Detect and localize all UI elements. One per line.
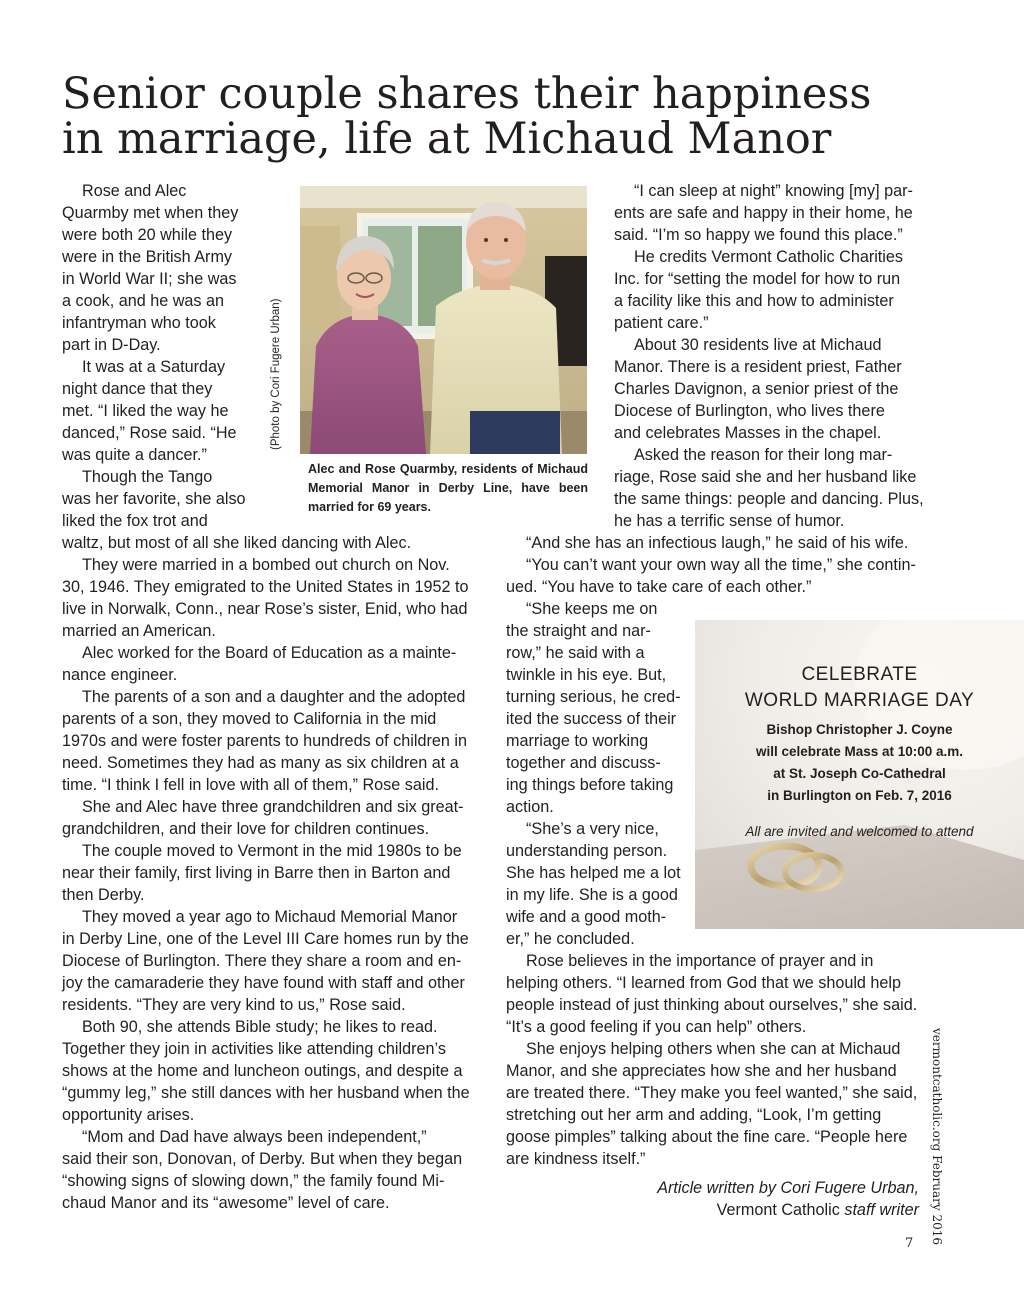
article-right-line: helping others. “I learned from God that we should help (506, 974, 902, 992)
article-left-line: infantryman who took (62, 314, 216, 332)
article-right-line: in my life. She is a good (506, 886, 678, 904)
article-right-line: “You can’t want your own way all the time,” she contin- (526, 556, 916, 574)
article-right-line: “She’s a very nice, (526, 820, 659, 838)
promo-title-celebrate: CELEBRATE (801, 664, 918, 685)
article-left-line: in World War II; she was (62, 270, 237, 288)
article-right-line: Rose believes in the importance of prayer and in (526, 952, 874, 970)
article-right-line: “She keeps me on (526, 600, 658, 618)
article-left-line: time. “I think I fell in love with all of them,” Rose said. (62, 776, 439, 794)
article-right-line: “It’s a good feeling if you can help” others. (506, 1018, 807, 1036)
byline-affiliation (614, 1199, 919, 1221)
article-left-line: Both 90, she attends Bible study; he likes to read. (82, 1018, 438, 1036)
article-left-line: were both 20 while they (62, 226, 233, 244)
article-right-line: together and discuss- (506, 754, 661, 772)
article-right-line: wife and a good moth- (506, 908, 667, 926)
article-right-line: marriage to working (506, 732, 649, 750)
article-left-line: liked the fox trot and (62, 512, 208, 530)
article-left-line: said their son, Donovan, of Derby. But when they began (62, 1150, 463, 1168)
article-right-line: twinkle in his eye. But, (506, 666, 667, 684)
article-left-line: She and Alec have three grandchildren and six great- (82, 798, 464, 816)
article-left-line: were in the British Army (62, 248, 233, 266)
article-right-line: understanding person. (506, 842, 668, 860)
byline-author: Article written by Cori Fugere Urban, (657, 1179, 919, 1197)
article-right-line: are treated there. “They make you feel wanted,” she said, (506, 1084, 918, 1102)
article-left-line: Rose and Alec (82, 182, 187, 200)
article-right-line: a facility like this and how to administer (614, 292, 894, 310)
byline-org: Vermont Catholic (716, 1201, 840, 1219)
article-right-line: stretching out her arm and adding, “Look, I’m getting (506, 1106, 882, 1124)
article-left-line: It was at a Saturday (82, 358, 226, 376)
headline-line-2: in marriage, life at Michaud Manor (62, 114, 832, 164)
article-left-line: They were married in a bombed out church on Nov. (82, 556, 450, 574)
article-right-line: ued. “You have to take care of each other.” (506, 578, 812, 596)
article-left-line: The couple moved to Vermont in the mid 1980s to be (82, 842, 462, 860)
article-left-line: They moved a year ago to Michaud Memorial Manor (82, 908, 458, 926)
article-left-line: married an American. (62, 622, 216, 640)
article-left-line: part in D-Day. (62, 336, 161, 354)
article-left-line: “gummy leg,” she still dances with her husband when the (62, 1084, 470, 1102)
article-right-line: said. “I’m so happy we found this place.” (614, 226, 903, 244)
page-number: 7 (905, 1236, 914, 1251)
article-right-line: the straight and nar- (506, 622, 651, 640)
article-right-line: ited the success of their (506, 710, 677, 728)
article-right-line: row,” he said with a (506, 644, 645, 662)
article-left-line: Diocese of Burlington. There they share a room and en- (62, 952, 462, 970)
article-left-line: “showing signs of slowing down,” the family found Mi- (62, 1172, 445, 1190)
promo-bishop: Bishop Christopher J. Coyne (766, 722, 953, 737)
article-left-line: met. “I liked the way he (62, 402, 229, 420)
article-left-line: joy the camaraderie they have found with staff and other (62, 974, 465, 992)
article-left-line: shows at the home and luncheon outings, and despite a (62, 1062, 463, 1080)
article-right-line: are kindness itself.” (506, 1150, 646, 1168)
article-left-line: was her favorite, she also (62, 490, 246, 508)
headline-line-1: Senior couple shares their happiness (62, 69, 872, 119)
article-right-line: action. (506, 798, 554, 816)
world-marriage-day-promo (695, 620, 1024, 929)
article-right-line: the same things: people and dancing. Plus, (614, 490, 924, 508)
article-left-line: Quarmby met when they (62, 204, 239, 222)
article-left-line: residents. “They are very kind to us,” Rose said. (62, 996, 406, 1014)
promo-location: at St. Joseph Co-Cathedral (773, 766, 946, 781)
running-head-text: vermontcatholic.org February 2016 (930, 1028, 944, 1246)
article-left-line: nance engineer. (62, 666, 178, 684)
promo-mass-time: will celebrate Mass at 10:00 a.m. (755, 744, 964, 759)
article-right-line: Inc. for “setting the model for how to run (614, 270, 901, 288)
article-right-line: “I can sleep at night” knowing [my] par- (634, 182, 913, 200)
article-right-line: Manor, and she appreciates how she and her husband (506, 1062, 897, 1080)
article-left-line: chaud Manor and its “awesome” level of care. (62, 1194, 390, 1212)
article-right-line: turning serious, he cred- (506, 688, 681, 706)
article-left-line: then Derby. (62, 886, 145, 904)
article-left-line: Together they join in activities like attending children’s (62, 1040, 446, 1058)
article-headline (62, 69, 962, 164)
article-right-line: goose pimples” talking about the fine care. “People here (506, 1128, 908, 1146)
article-right-line: Manor. There is a resident priest, Father (614, 358, 902, 376)
article-left-line: was quite a dancer.” (62, 446, 207, 464)
article-right-line: riage, Rose said she and her husband like (614, 468, 917, 486)
promo-date: in Burlington on Feb. 7, 2016 (767, 788, 952, 803)
couple-photo (300, 186, 587, 454)
byline-role: staff writer (844, 1201, 919, 1219)
running-head (920, 1028, 948, 1246)
article-left-line: in Derby Line, one of the Level III Care homes run by the (62, 930, 469, 948)
article-left-line: parents of a son, they moved to California in the mid (62, 710, 437, 728)
article-right-line: he has a terrific sense of humor. (614, 512, 845, 530)
article-right-line: Diocese of Burlington, who lives there (614, 402, 885, 420)
promo-title-world-marriage-day: WORLD MARRIAGE DAY (744, 690, 975, 711)
article-left-line: need. Sometimes they had as many as six children at a (62, 754, 459, 772)
article-left-line: live in Norwalk, Conn., near Rose’s sister, Enid, who had (62, 600, 468, 618)
article-right-line: “And she has an infectious laugh,” he said of his wife. (526, 534, 909, 552)
promo-invitation: All are invited and welcomed to attend (745, 824, 974, 839)
article-left-line: waltz, but most of all she liked dancing with Alec. (62, 534, 412, 552)
photo-caption: Alec and Rose Quarmby, residents of Michaud Memorial Manor in Derby Line, have been married for 69 years. (308, 462, 588, 514)
article-left-line: a cook, and he was an (62, 292, 224, 310)
article-right-line: He credits Vermont Catholic Charities (634, 248, 903, 266)
article-left-line: The parents of a son and a daughter and the adopted (82, 688, 466, 706)
article-left-line: opportunity arises. (62, 1106, 195, 1124)
article-right-line: She enjoys helping others when she can at Michaud (526, 1040, 901, 1058)
article-left-line: Alec worked for the Board of Education as a mainte- (82, 644, 457, 662)
photo-credit (268, 300, 300, 450)
article-right-line: Charles Davignon, a senior priest of the (614, 380, 899, 398)
article-left-line: night dance that they (62, 380, 213, 398)
article-right-line: and celebrates Masses in the chapel. (614, 424, 882, 442)
article-right-line: ents are safe and happy in their home, he (614, 204, 913, 222)
couple-photo-illustration (300, 186, 587, 454)
article-left-line: “Mom and Dad have always been independent,” (82, 1128, 427, 1146)
article-right-line: About 30 residents live at Michaud (634, 336, 882, 354)
photo-credit-text: (Photo by Cori Fugere Urban) (270, 298, 282, 450)
article-right-line: She has helped me a lot (506, 864, 681, 882)
article-left-line: 1970s and were foster parents to hundreds of children in (62, 732, 467, 750)
article-right-line: Asked the reason for their long mar- (634, 446, 893, 464)
article-right-line: people instead of just thinking about ourselves,” she said. (506, 996, 918, 1014)
article-right-line: er,” he concluded. (506, 930, 635, 948)
article-left-line: 30, 1946. They emigrated to the United States in 1952 to (62, 578, 469, 596)
article-right-line: patient care.” (614, 314, 709, 332)
article-right-line: ing things before taking (506, 776, 674, 794)
article-left-line: Though the Tango (82, 468, 213, 486)
article-left-line: danced,” Rose said. “He (62, 424, 237, 442)
article-left-line: grandchildren, and their love for children continues. (62, 820, 430, 838)
article-left-line: near their family, first living in Barre then in Barton and (62, 864, 451, 882)
